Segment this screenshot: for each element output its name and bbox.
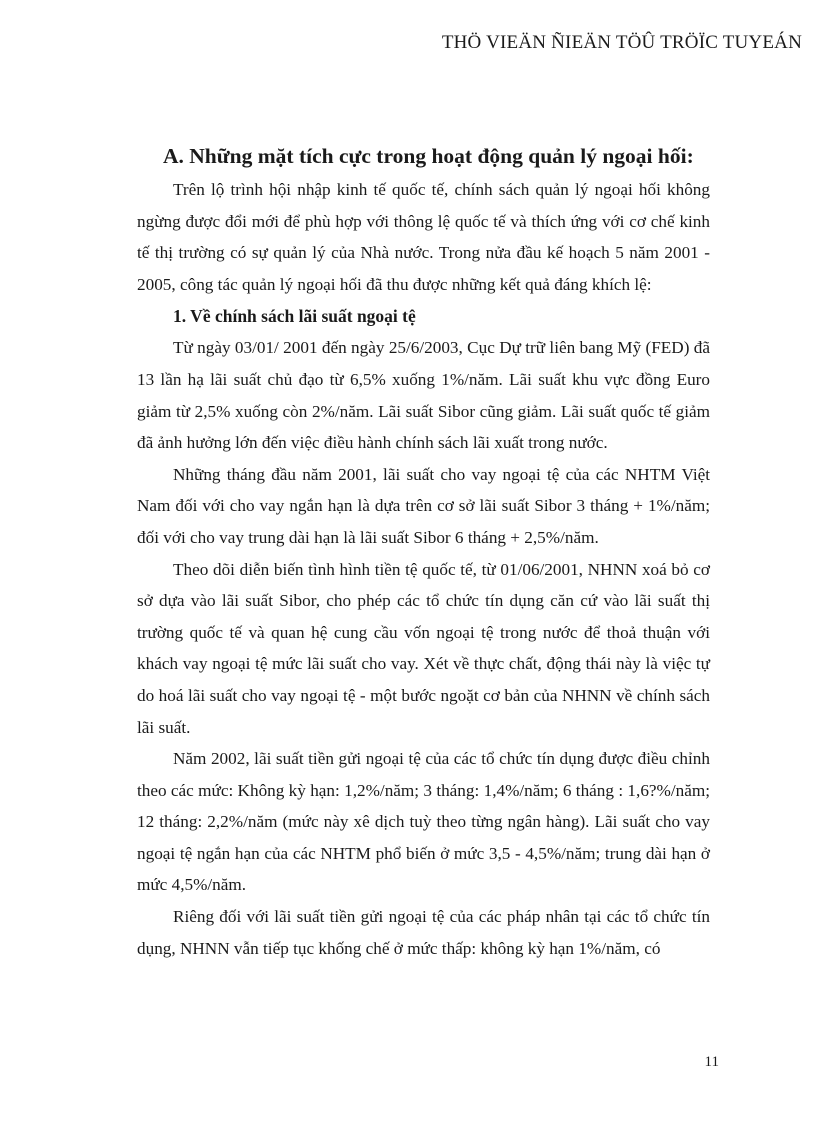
subsection-title: 1. Về chính sách lãi suất ngoại tệ xyxy=(173,306,416,327)
page-number: 11 xyxy=(704,1054,719,1070)
document-body xyxy=(137,140,710,964)
paragraph-4: Năm 2002, lãi suất tiền gửi ngoại tệ của các tổ chức tín dụng được điều chỉnh theo các mức: Không kỳ hạn: 1,2%/năm; 3 tháng: 1,4%/năm; 6 tháng : 1,6?%/năm; 12 tháng: 2,2%/năm (mức này xê dịch tuỳ theo từng ngân hàng). Lãi suất cho vay ngoại tệ ngắn hạn của các NHTM phổ biến ở mức 3,5 - 4,5%/năm; trung dài hạn ở mức 4,5%/năm. xyxy=(137,749,710,895)
intro-paragraph: Trên lộ trình hội nhập kinh tế quốc tế, chính sách quản lý ngoại hối không ngừng được đổi mới để phù hợp với thông lệ quốc tế và thích ứng với cơ chế kinh tế thị trường có sự quản lý của Nhà nước. Trong nửa đầu kế hoạch 5 năm 2001 - 2005, công tác quản lý ngoại hối đã thu được những kết quả đáng khích lệ: xyxy=(137,180,710,294)
paragraph-3: Theo dõi diễn biến tình hình tiền tệ quốc tế, từ 01/06/2001, NHNN xoá bỏ cơ sở dựa vào lãi suất Sibor, cho phép các tổ chức tín dụng căn cứ vào lãi suất thị trường quốc tế và quan hệ cung cầu vốn ngoại tệ trong nước để thoả thuận với khách vay ngoại tệ mức lãi suất cho vay. Xét về thực chất, động thái này là việc tự do hoá lãi suất cho vay ngoại tệ - một bước ngoặt cơ bản của NHNN về chính sách lãi suất. xyxy=(137,559,710,737)
paragraph-2: Những tháng đầu năm 2001, lãi suất cho vay ngoại tệ của các NHTM Việt Nam đối với cho vay ngắn hạn là dựa trên cơ sở lãi suất Sibor 3 tháng + 1%/năm; đối với cho vay trung dài hạn là lãi suất Sibor 6 tháng + 2,5%/năm. xyxy=(137,464,710,547)
paragraph-1: Từ ngày 03/01/ 2001 đến ngày 25/6/2003, Cục Dự trữ liên bang Mỹ (FED) đã 13 lần hạ lãi suất chủ đạo từ 6,5% xuống 1%/năm. Lãi suất khu vực đồng Euro giảm từ 2,5% xuống còn 2%/năm. Lãi suất Sibor cũng giảm. Lãi suất quốc tế giảm đã ảnh hưởng lớn đến việc điều hành chính sách lãi xuất trong nước. xyxy=(137,338,710,453)
paragraph-5: Riêng đối với lãi suất tiền gửi ngoại tệ của các pháp nhân tại các tổ chức tín dụng, NHNN vẫn tiếp tục khống chế ở mức thấp: không kỳ hạn 1%/năm, có xyxy=(137,907,710,958)
section-heading: A. Những mặt tích cực trong hoạt động quản lý ngoại hối: xyxy=(163,144,694,168)
page-header: THÖ VIEÄN ÑIEÄN TÖÛ TRÖÏC TUYEÁN xyxy=(441,32,802,53)
